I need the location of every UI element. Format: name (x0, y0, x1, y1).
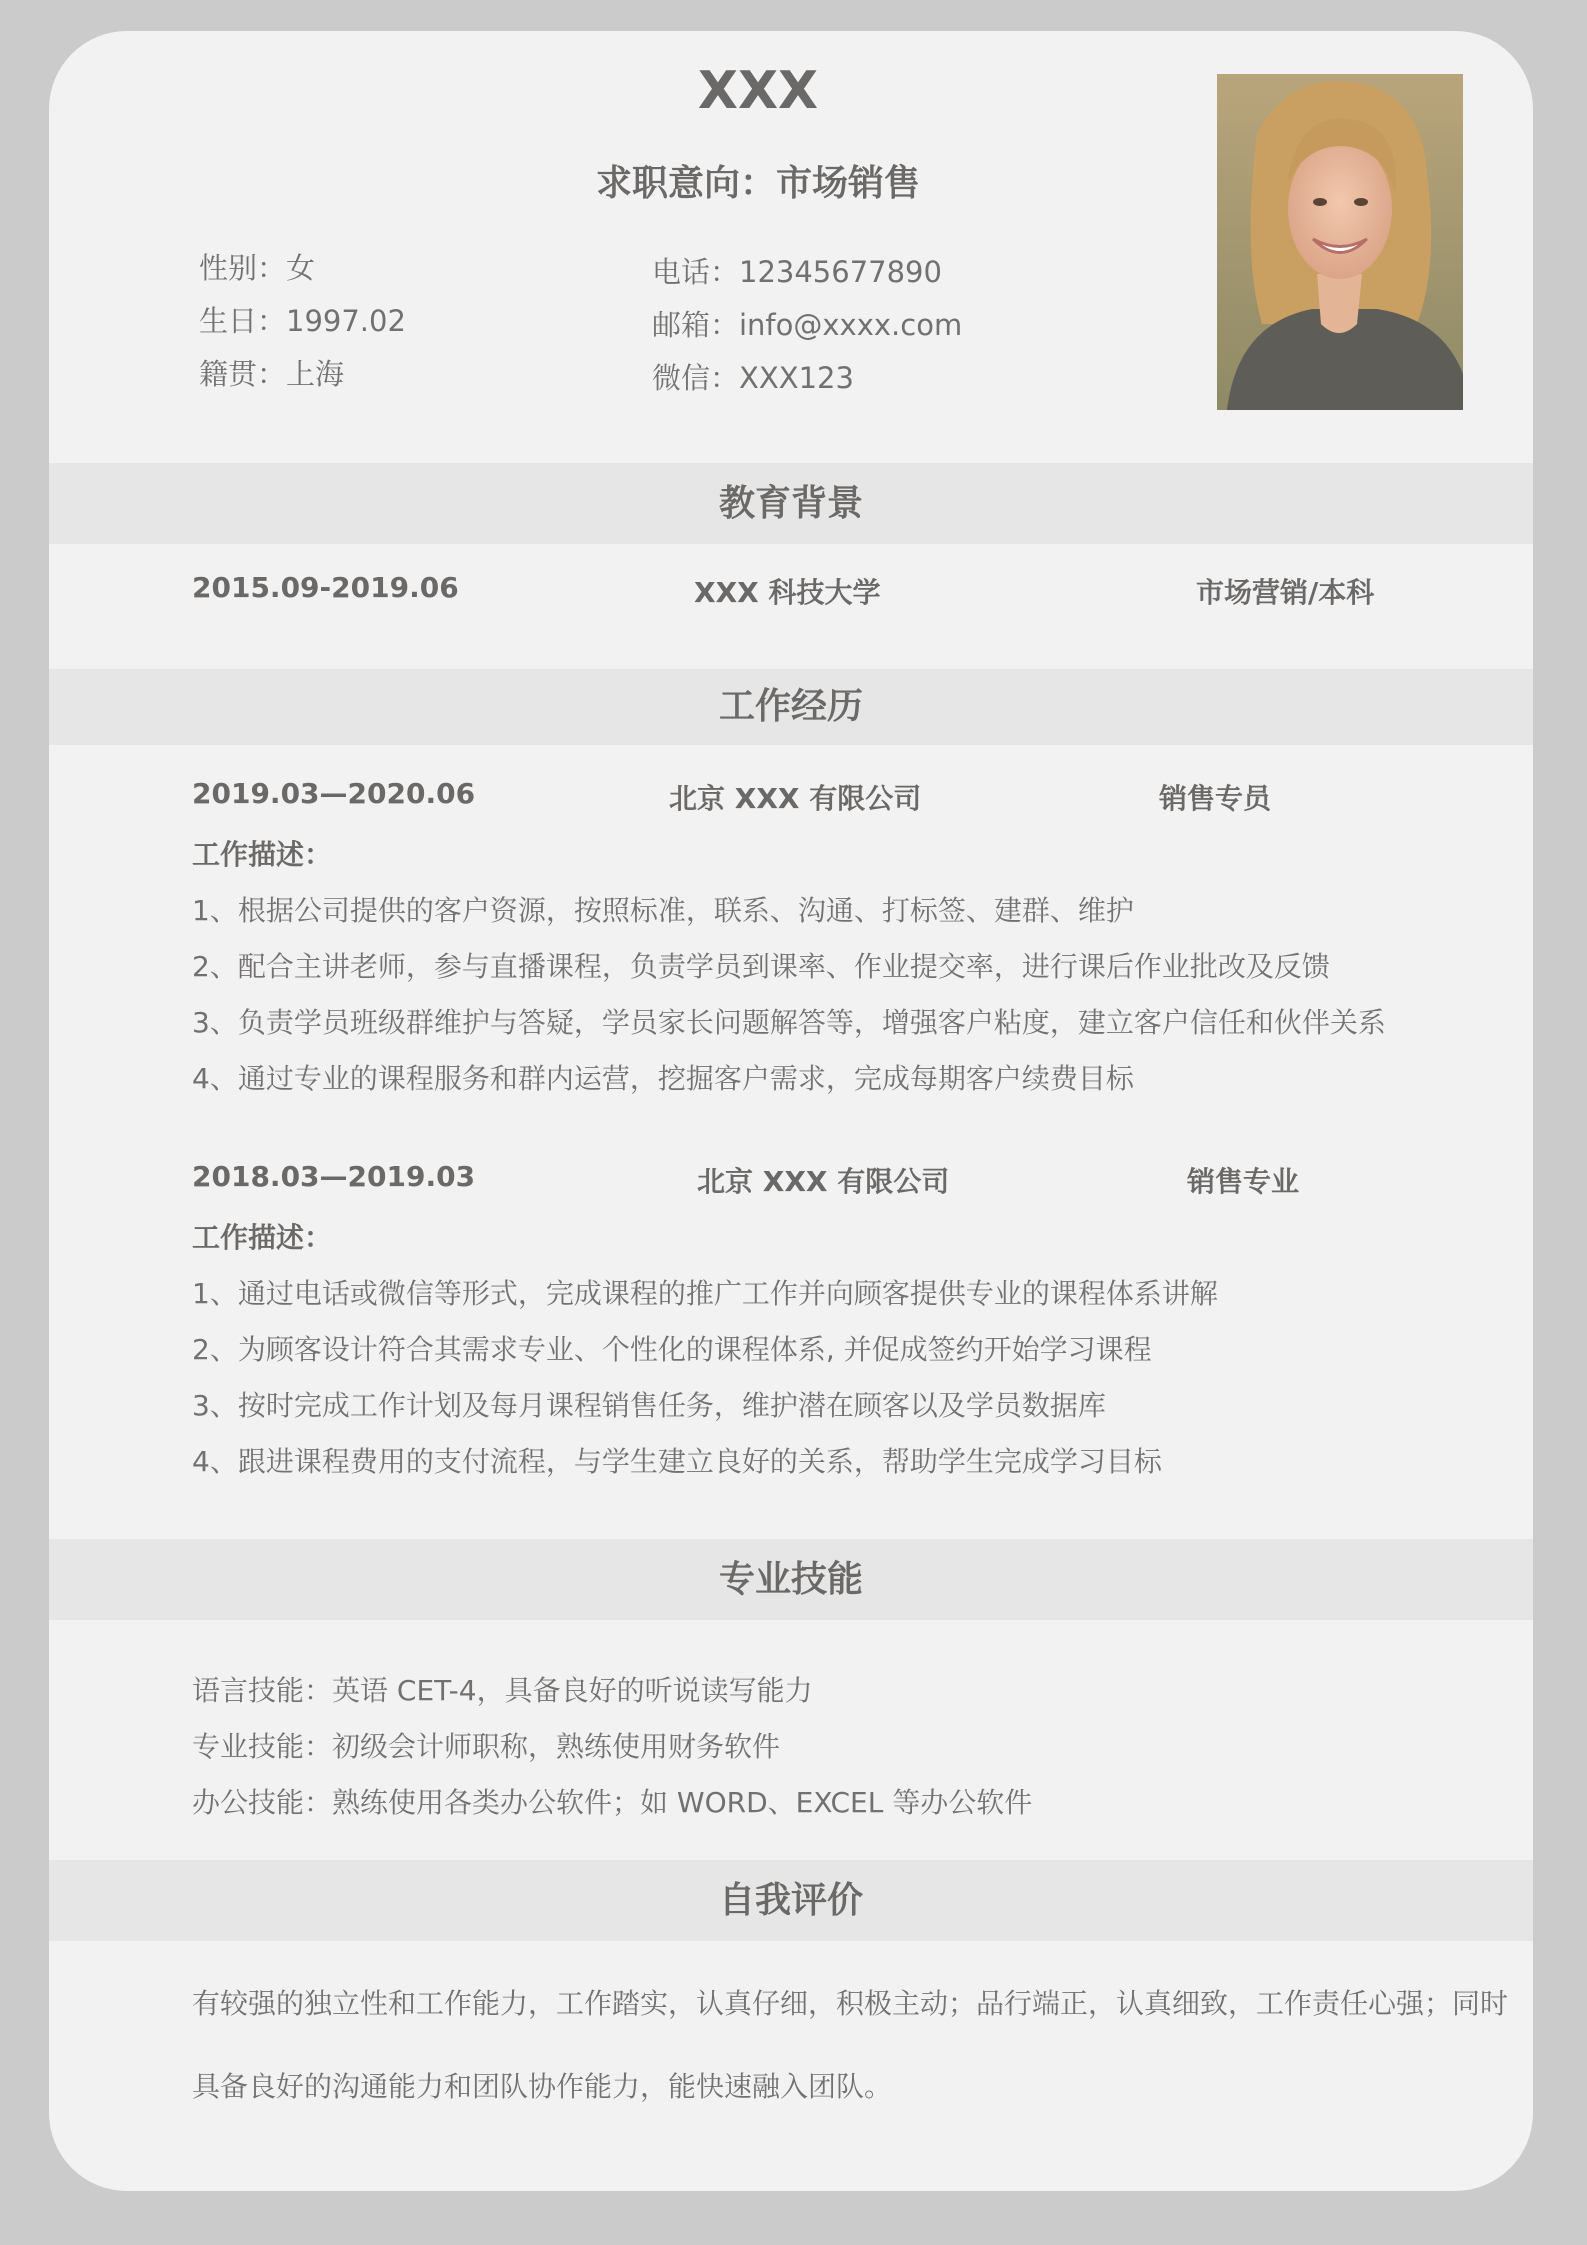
job-2-item-3: 3、按时完成工作计划及每月课程销售任务，维护潜在顾客以及学员数据库 (192, 1389, 1106, 1422)
info-hometown: 籍贯：上海 (199, 357, 345, 391)
skill-office: 办公技能：熟练使用各类办公软件；如 WORD、EXCEL 等办公软件 (192, 1786, 1033, 1819)
job-1-item-2: 2、配合主讲老师，参与直播课程，负责学员到课率、作业提交率，进行课后作业批改及反馈 (192, 950, 1330, 983)
skill-professional: 专业技能：初级会计师职称，熟练使用财务软件 (192, 1730, 781, 1763)
job-1-item-3: 3、负责学员班级群维护与答疑，学员家长问题解答等，增强客户粘度，建立客户信任和伙伴关系 (192, 1006, 1386, 1039)
job-2-item-1: 1、通过电话或微信等形式，完成课程的推广工作并向顾客提供专业的课程体系讲解 (192, 1277, 1218, 1310)
skills-section-title: 专业技能 (49, 1539, 1533, 1620)
education-school: XXX 科技大学 (694, 576, 881, 609)
job-1-period: 2019.03—2020.06 (192, 777, 476, 810)
education-major: 市场营销/本科 (1196, 576, 1375, 609)
job-intent: 求职意向：市场销售 (595, 163, 920, 204)
candidate-name: XXX (697, 61, 819, 121)
job-1-desc-label: 工作描述： (192, 838, 333, 871)
job-1-role: 销售专员 (1159, 782, 1272, 815)
job-1-item-1: 1、根据公司提供的客户资源，按照标准，联系、沟通、打标签、建群、维护 (192, 894, 1134, 927)
job-2-company: 北京 XXX 有限公司 (697, 1165, 950, 1198)
job-2-period: 2018.03—2019.03 (192, 1160, 476, 1193)
info-gender: 性别：女 (199, 251, 316, 285)
job-2-desc-label: 工作描述： (192, 1221, 333, 1254)
job-2-item-2: 2、为顾客设计符合其需求专业、个性化的课程体系, 并促成签约开始学习课程 (192, 1333, 1152, 1366)
job-1-item-4: 4、通过专业的课程服务和群内运营，挖掘客户需求，完成每期客户续费目标 (192, 1062, 1134, 1095)
education-period: 2015.09-2019.06 (192, 571, 459, 604)
work-section-title: 工作经历 (49, 669, 1533, 745)
info-birthday: 生日：1997.02 (199, 304, 406, 338)
education-section-title: 教育背景 (49, 463, 1533, 544)
resume-card (49, 31, 1533, 2191)
self-eval-line-1: 有较强的独立性和工作能力，工作踏实，认真仔细，积极主动；品行端正，认真细致，工作责任心强；同时 (192, 1987, 1509, 2020)
info-phone: 电话：12345677890 (652, 255, 942, 289)
self-eval-section-title: 自我评价 (49, 1860, 1533, 1941)
job-2-role: 销售专业 (1187, 1165, 1300, 1198)
info-email: 邮箱：info@xxxx.com (652, 308, 963, 342)
self-eval-line-2: 具备良好的沟通能力和团队协作能力，能快速融入团队。 (192, 2070, 893, 2103)
info-wechat: 微信：XXX123 (652, 361, 854, 395)
profile-photo (1217, 74, 1463, 410)
skill-language: 语言技能：英语 CET-4，具备良好的听说读写能力 (192, 1674, 813, 1707)
job-1-company: 北京 XXX 有限公司 (669, 782, 922, 815)
job-2-item-4: 4、跟进课程费用的支付流程，与学生建立良好的关系，帮助学生完成学习目标 (192, 1445, 1162, 1478)
